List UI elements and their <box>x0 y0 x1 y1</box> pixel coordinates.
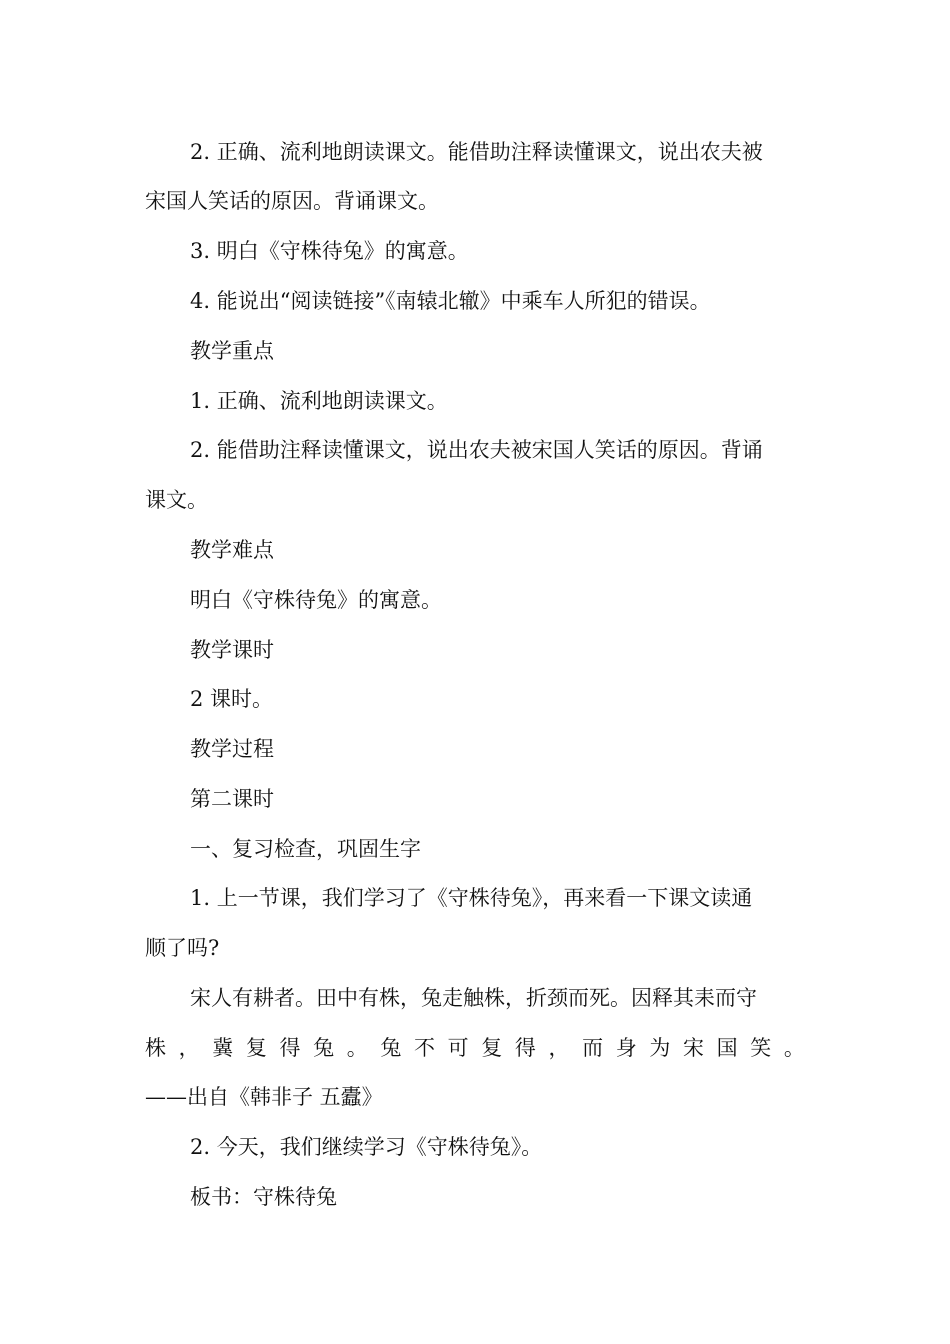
key-point-2-line-2: 课文。 <box>145 488 208 512</box>
text-char: 兔 <box>313 1036 335 1060</box>
text-char: 株 <box>145 1036 166 1060</box>
text-char: 笑 <box>750 1036 772 1060</box>
text-char: 可 <box>447 1036 469 1060</box>
classical-text-line-1: 宋人有耕者。田中有株，兔走触株，折颈而死。因释其耒而守 <box>190 986 757 1010</box>
review-line-1: 1. 上一节课，我们学习了《守株待兔》，再来看一下课文读通 <box>190 886 753 910</box>
review-step-2: 2. 今天，我们继续学习《守株待兔》。 <box>190 1135 543 1159</box>
text-char: 冀 <box>212 1036 234 1060</box>
heading-difficulty: 教学难点 <box>190 538 274 562</box>
text-char: 不 <box>414 1036 435 1060</box>
objective-4: 4. 能说出“阅读链接”《南辕北辙》中乘车人所犯的错误。 <box>190 289 711 313</box>
review-line-2: 顺了吗? <box>145 936 220 960</box>
difficulty-1: 明白《守株待兔》的寓意。 <box>190 588 442 612</box>
text-char: 复 <box>245 1036 267 1060</box>
text-char: 国 <box>716 1036 738 1060</box>
heading-key-points: 教学重点 <box>190 339 274 363</box>
text-char: 而 <box>582 1036 604 1060</box>
step-one-heading: 一、复习检查，巩固生字 <box>190 837 421 861</box>
text-char: 宋 <box>683 1036 704 1060</box>
key-point-1: 1. 正确、流利地朗读课文。 <box>190 389 448 413</box>
objective-2-line-2: 宋国人笑话的原因。背诵课文。 <box>145 189 439 213</box>
classical-text-line-2 <box>145 1033 805 1063</box>
text-char: ， <box>548 1036 570 1060</box>
objective-2-line-1: 2. 正确、流利地朗读课文。能借助注释读懂课文，说出农夫被 <box>190 140 763 164</box>
text-char: 得 <box>514 1036 536 1060</box>
text-char: 为 <box>649 1036 671 1060</box>
key-point-2-line-1: 2. 能借助注释读懂课文，说出农夫被宋国人笑话的原因。背诵 <box>190 438 763 462</box>
text-char: 复 <box>481 1036 503 1060</box>
blackboard-writing: 板书：守株待兔 <box>190 1185 337 1209</box>
source-citation: ——出自《韩非子 五蠹》 <box>145 1085 383 1109</box>
lesson-two: 第二课时 <box>190 787 274 811</box>
heading-class-hours: 教学课时 <box>190 638 274 662</box>
text-char: 得 <box>279 1036 301 1060</box>
text-char: ， <box>178 1036 200 1060</box>
text-char: 。 <box>783 1036 805 1060</box>
text-char: 兔 <box>380 1036 402 1060</box>
heading-process: 教学过程 <box>190 737 274 761</box>
objective-3: 3. 明白《守株待兔》的寓意。 <box>190 239 469 263</box>
class-hours: 2 课时。 <box>190 687 274 711</box>
text-char: 。 <box>346 1036 368 1060</box>
text-char: 身 <box>615 1036 637 1060</box>
